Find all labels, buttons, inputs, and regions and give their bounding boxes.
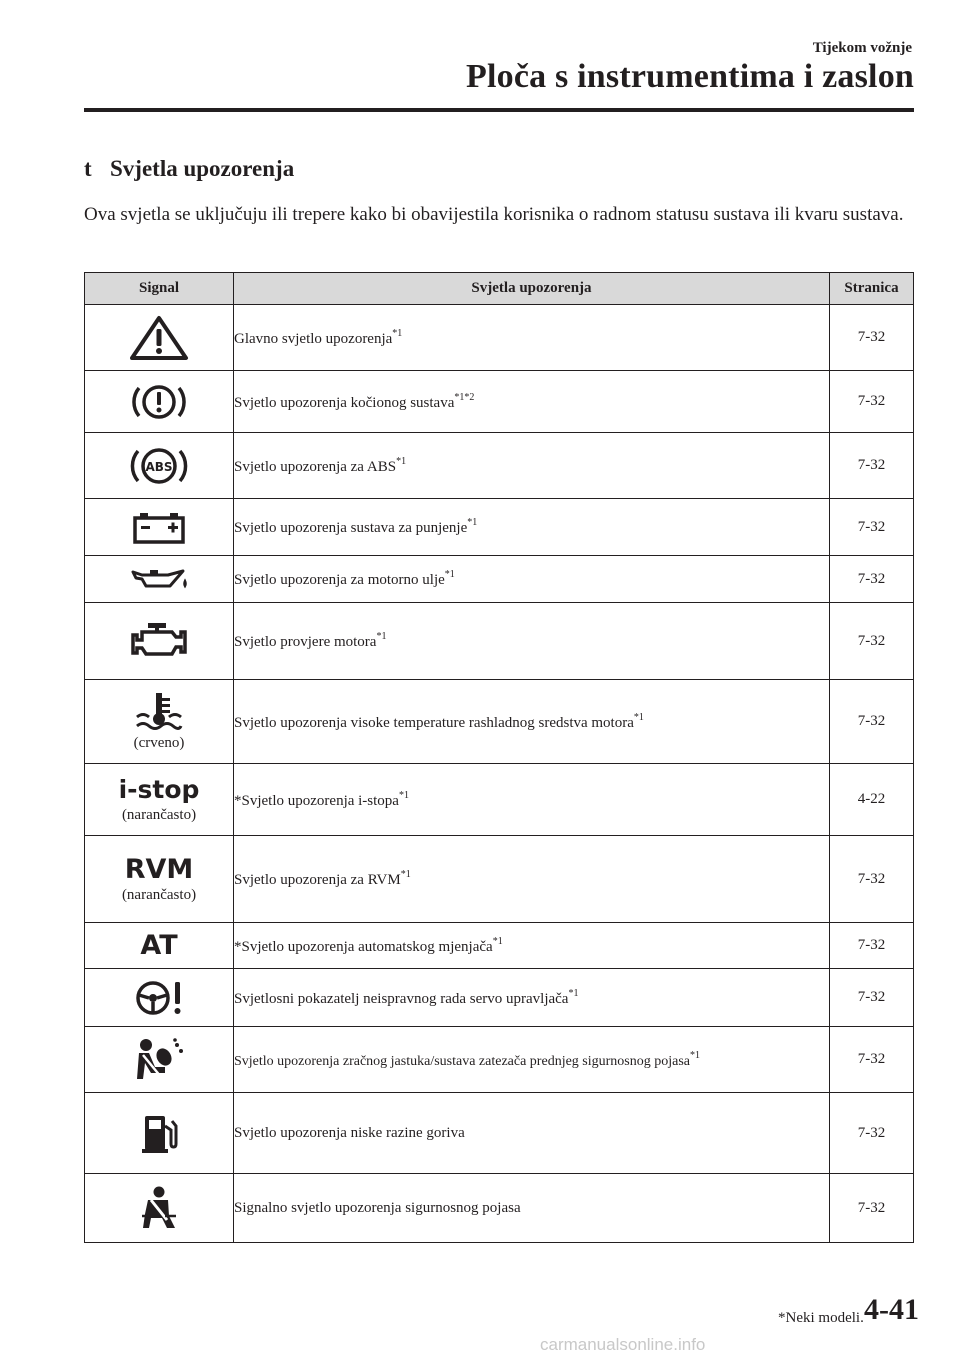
rvm-icon: RVM xyxy=(124,853,194,885)
light-description: Svjetlo upozorenja za RVM xyxy=(234,872,401,888)
oil-can-icon xyxy=(128,566,190,592)
table-row xyxy=(85,1093,914,1174)
light-description: Svjetlo upozorenja za ABS xyxy=(234,458,397,475)
desc-cell xyxy=(234,969,830,1027)
page-ref: 7-32 xyxy=(830,680,914,764)
light-description: Svjetlo provjere motora xyxy=(234,634,377,650)
signal-color-label: (narančasto) xyxy=(121,886,197,903)
signal-cell xyxy=(85,836,234,923)
desc-cell xyxy=(234,1027,830,1093)
desc-cell xyxy=(234,836,830,923)
page-ref: 7-32 xyxy=(830,499,914,556)
desc-cell xyxy=(234,556,830,603)
header-signal: Signal xyxy=(85,273,234,305)
svg-text:ABS: ABS xyxy=(145,459,173,474)
desc-cell xyxy=(234,1174,830,1243)
warning-lights-table xyxy=(84,272,914,1243)
light-description: Svjetlo upozorenja niske razine goriva xyxy=(234,1124,465,1141)
watermark: carmanualsonline.info xyxy=(540,1335,706,1354)
abs-warning-icon xyxy=(128,443,190,489)
at-icon: AT xyxy=(140,929,178,961)
running-header-section: Tijekom vožnje xyxy=(812,40,912,56)
signal-cell xyxy=(85,680,234,764)
desc-cell xyxy=(234,603,830,680)
signal-cell xyxy=(85,923,234,969)
table-row xyxy=(85,433,914,499)
desc-cell xyxy=(234,433,830,499)
light-description: *Svjetlo upozorenja i-stopa xyxy=(234,792,399,809)
page-ref: 7-32 xyxy=(830,433,914,499)
page-ref: 7-32 xyxy=(830,556,914,603)
coolant-temperature-icon xyxy=(133,691,185,733)
footnote-marker: *1 xyxy=(396,455,407,467)
signal-cell xyxy=(85,969,234,1027)
page-ref: 4-22 xyxy=(830,764,914,836)
footnote-marker: *1 xyxy=(467,517,478,528)
section-heading xyxy=(84,156,294,182)
page-ref: 7-32 xyxy=(830,1093,914,1174)
section-bullet: t xyxy=(84,156,92,181)
page-ref: 7-32 xyxy=(830,836,914,923)
battery-warning-icon xyxy=(131,509,187,545)
header-page: Stranica xyxy=(830,273,914,305)
footnote-marker: *1 xyxy=(690,1049,701,1061)
footnote-marker: *1*2 xyxy=(454,391,475,403)
seat-belt-icon xyxy=(139,1186,179,1230)
section-heading-text: Svjetla upozorenja xyxy=(110,156,295,181)
signal-cell xyxy=(85,1027,234,1093)
light-description: Svjetlo upozorenja visoke temperature rashladnog sredstva motora xyxy=(234,714,634,731)
footnote-marker: *1 xyxy=(398,789,409,801)
light-description: Svjetlo upozorenja zračnog jastuka/sustava zatezača prednjeg sigurnosnog pojasa xyxy=(234,1053,691,1069)
table-header-row xyxy=(85,273,914,305)
page-ref: 7-32 xyxy=(830,923,914,969)
desc-cell xyxy=(234,499,830,556)
footnote-marker: *1 xyxy=(376,631,387,642)
desc-cell xyxy=(234,305,830,371)
table-row xyxy=(85,1174,914,1243)
desc-cell xyxy=(234,923,830,969)
desc-cell xyxy=(234,371,830,433)
table-row xyxy=(85,969,914,1027)
light-description: Glavno svjetlo upozorenja xyxy=(234,330,393,347)
master-warning-icon xyxy=(129,315,189,361)
signal-cell xyxy=(85,433,234,499)
signal-cell xyxy=(85,499,234,556)
table-row xyxy=(85,556,914,603)
page-ref: 7-32 xyxy=(830,305,914,371)
signal-cell xyxy=(85,764,234,836)
intro-paragraph: Ova svjetla se uključuju ili trepere kako bi obavijestila korisnika o radnom statusu sustava ili kvaru sustava. xyxy=(84,204,904,225)
light-description: Signalno svjetlo upozorenja sigurnosnog pojasa xyxy=(234,1199,521,1216)
signal-cell xyxy=(85,1093,234,1174)
footnote-marker: *1 xyxy=(400,869,411,880)
light-description: Svjetlo upozorenja kočionog sustava xyxy=(234,394,455,411)
desc-cell xyxy=(234,680,830,764)
i-stop-icon: i-stop xyxy=(118,775,200,804)
signal-cell xyxy=(85,603,234,680)
footnote-marker: *1 xyxy=(633,711,644,723)
signal-color-label: (crveno) xyxy=(133,735,185,751)
table-row xyxy=(85,305,914,371)
page-ref: 7-32 xyxy=(830,603,914,680)
table-row xyxy=(85,1027,914,1093)
page-title: Ploča s instrumentima i zaslon xyxy=(466,58,914,95)
table-row xyxy=(85,923,914,969)
desc-cell xyxy=(234,764,830,836)
table-row xyxy=(85,371,914,433)
light-description: Svjetlosni pokazatelj neispravnog rada servo upravljača xyxy=(234,990,569,1007)
footnote-some-models: *Neki modeli. xyxy=(778,1310,864,1326)
check-engine-icon xyxy=(128,620,190,662)
signal-cell xyxy=(85,1174,234,1243)
footnote-marker: *1 xyxy=(568,987,579,999)
header-divider xyxy=(84,108,914,112)
light-description: Svjetlo upozorenja za motorno ulje xyxy=(234,572,445,588)
header-lights: Svjetla upozorenja xyxy=(234,273,830,305)
table-row xyxy=(85,603,914,680)
page-ref: 7-32 xyxy=(830,1027,914,1093)
footnote-marker: *1 xyxy=(492,935,503,947)
signal-cell xyxy=(85,371,234,433)
table-row xyxy=(85,499,914,556)
power-steering-icon xyxy=(133,978,185,1018)
light-description: Svjetlo upozorenja sustava za punjenje xyxy=(234,520,468,536)
low-fuel-icon xyxy=(139,1112,179,1154)
desc-cell xyxy=(234,1093,830,1174)
footnote-marker: *1 xyxy=(392,327,403,339)
table-row xyxy=(85,764,914,836)
table-row xyxy=(85,836,914,923)
footnote-marker: *1 xyxy=(444,569,455,580)
page-ref: 7-32 xyxy=(830,1174,914,1243)
page-ref: 7-32 xyxy=(830,371,914,433)
signal-cell xyxy=(85,305,234,371)
airbag-icon xyxy=(131,1037,187,1083)
light-description: *Svjetlo upozorenja automatskog mjenjača xyxy=(234,938,493,955)
signal-color-label: (narančasto) xyxy=(121,807,197,823)
brake-system-warning-icon xyxy=(128,380,190,424)
page-number: 4-41 xyxy=(864,1293,919,1326)
table-row xyxy=(85,680,914,764)
signal-cell xyxy=(85,556,234,603)
page-ref: 7-32 xyxy=(830,969,914,1027)
